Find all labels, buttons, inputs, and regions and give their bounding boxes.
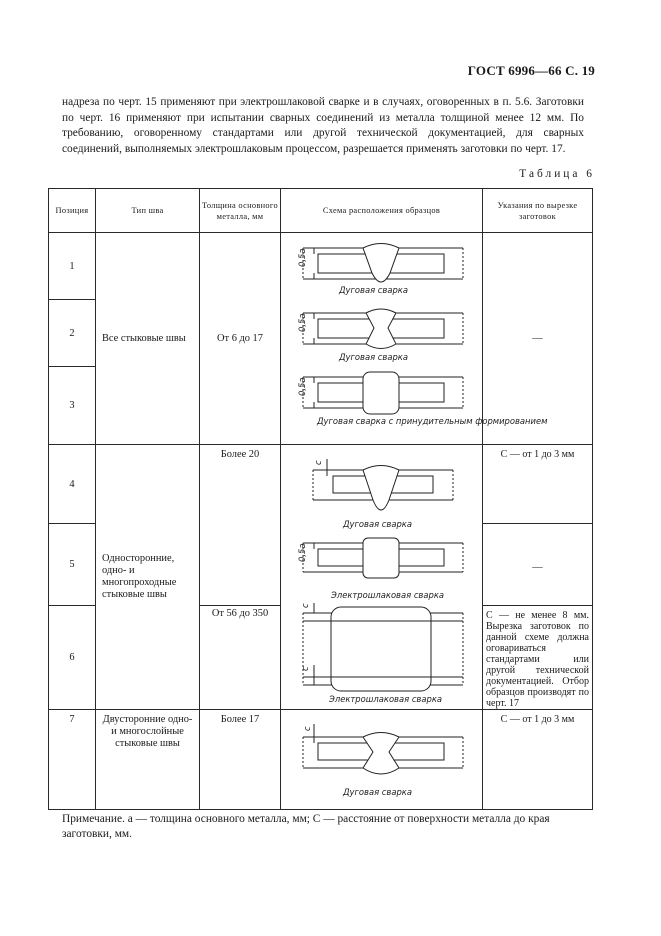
scheme-cell-7 bbox=[281, 710, 483, 810]
position-cell: 5 bbox=[49, 524, 96, 606]
thickness-cell: Более 17 bbox=[200, 710, 281, 810]
table-header-row bbox=[49, 189, 593, 233]
label-c: c bbox=[302, 726, 312, 731]
table-footnote: Примечание. a — толщина основного металла, мм; C — расстояние от поверхности металла до края заготовки, мм. bbox=[62, 813, 550, 840]
scheme-4 bbox=[313, 459, 453, 510]
position-cell: 1 bbox=[49, 233, 96, 300]
scheme-1 bbox=[303, 244, 463, 283]
seam-type-cell: Односторонние, одно- и многопроходные стыковые швы bbox=[96, 445, 200, 710]
col-header-notes: Указания по вырезке заготовок bbox=[483, 189, 593, 233]
scheme-7 bbox=[303, 724, 463, 774]
caption-arc: Дуговая сварка bbox=[339, 285, 408, 295]
position-cell: 7 bbox=[49, 710, 96, 810]
page-header: ГОСТ 6996—66 С. 19 bbox=[467, 63, 595, 78]
intro-text: надреза по черт. 15 применяют при электрошлаковой сварке и в случаях, оговоренных в п. 5.6. Заготовки по черт. 16 применяют при испытании сварных соединений из металла толщиной менее 12 мм. По требованию, оговоренному стандартами или другой технической документацией, для сварных соединений, выполняемых электрошлаковым процессом, разрешается применять заготовки по черт. 17. bbox=[62, 96, 584, 155]
table-6 bbox=[48, 188, 593, 810]
intro-paragraph bbox=[62, 95, 584, 157]
notes-cell-7: C — от 1 до 3 мм bbox=[483, 710, 593, 810]
notes-cell-4: C — от 1 до 3 мм bbox=[483, 445, 593, 524]
thickness-cell: Более 20 bbox=[200, 445, 281, 606]
scheme-3 bbox=[303, 372, 463, 414]
thickness-cell: От 56 до 350 bbox=[200, 606, 281, 710]
table-row-1 bbox=[49, 233, 593, 300]
seam-type-cell: Все стыковые швы bbox=[96, 233, 200, 445]
caption-arc: Дуговая сварка bbox=[343, 519, 412, 529]
notes-cell-5: — bbox=[483, 524, 593, 606]
label-half-a: 0,5a bbox=[297, 313, 307, 332]
label-c: c bbox=[300, 603, 310, 608]
caption-arc: Дуговая сварка bbox=[339, 352, 408, 362]
caption-arc: Дуговая сварка bbox=[343, 787, 412, 797]
position-cell: 3 bbox=[49, 367, 96, 445]
table-row-7 bbox=[49, 710, 593, 810]
scheme-drawing-7 bbox=[281, 710, 483, 810]
notes-cell-1-3: — bbox=[483, 233, 593, 445]
position-cell: 6 bbox=[49, 606, 96, 710]
scheme-6 bbox=[303, 603, 463, 691]
scheme-drawing-4-6 bbox=[281, 445, 483, 710]
col-header-thickness: Толщина основного металла, мм bbox=[200, 189, 281, 233]
position-cell: 2 bbox=[49, 300, 96, 367]
thickness-cell: От 6 до 17 bbox=[200, 233, 281, 445]
label-half-a: 0,5a bbox=[297, 543, 307, 562]
table-label: Таблица 6 bbox=[519, 168, 595, 180]
scheme-2 bbox=[303, 309, 463, 349]
caption-arc-forced: Дуговая сварка с принудительным формированием bbox=[317, 416, 548, 426]
col-header-seam-type: Тип шва bbox=[96, 189, 200, 233]
caption-electroslag: Электрошлаковая сварка bbox=[329, 694, 443, 704]
scheme-5 bbox=[303, 538, 463, 578]
label-half-a: 0,5a bbox=[297, 248, 307, 267]
position-cell: 4 bbox=[49, 445, 96, 524]
seam-type-cell: Двусторонние одно- и многослойные стыковые швы bbox=[96, 710, 200, 810]
scheme-cell-4-6 bbox=[281, 445, 483, 710]
notes-cell-6: C — не менее 8 мм. Вырезка заготовок по данной схеме должна оговариваться стандартами или другой технической документацией. Отбор образцов производят по черт. 17 bbox=[483, 606, 593, 710]
scheme-drawing-1-3 bbox=[281, 233, 548, 445]
scheme-cell-1-3 bbox=[281, 233, 548, 445]
label-c: c bbox=[300, 666, 310, 671]
col-header-position: Позиция bbox=[49, 189, 96, 233]
caption-electroslag: Электрошлаковая сварка bbox=[331, 590, 445, 600]
table-row-4 bbox=[49, 445, 593, 524]
label-half-a: 0,5a bbox=[297, 377, 307, 396]
col-header-scheme: Схема расположения образцов bbox=[281, 189, 483, 233]
label-c: c bbox=[313, 460, 323, 465]
